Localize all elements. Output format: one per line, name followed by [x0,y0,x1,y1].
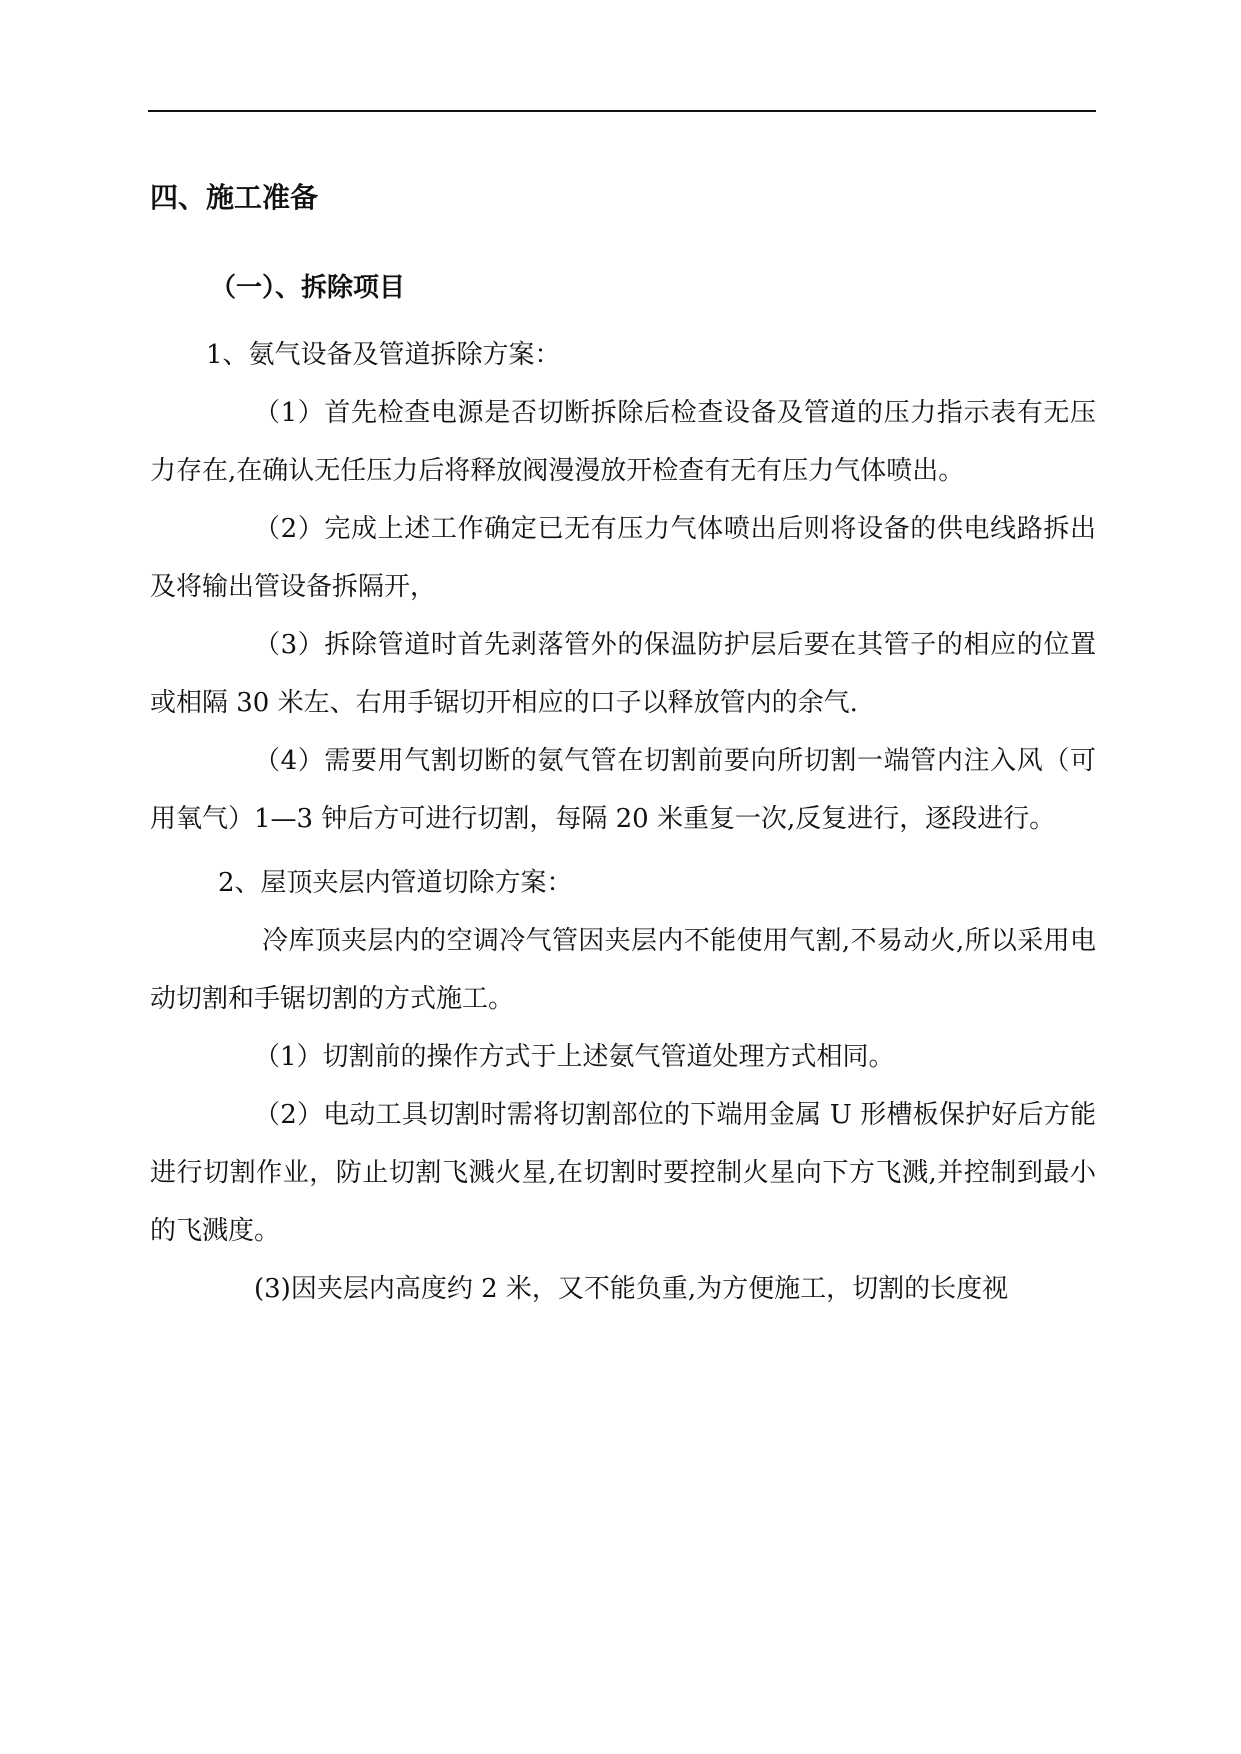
item-heading-roof: 2、屋顶夹层内管道切除方案： [218,868,573,898]
paragraph-roof-intro: 冷库顶夹层内的空调冷气管因夹层内不能使用气割,不易动火,所以采用电动切割和手锯切割的方式施工。 [150,926,1096,1014]
document-body [150,178,1096,1318]
item-heading-ammonia: 1、氨气设备及管道拆除方案： [206,340,561,370]
paragraph-step-3: （3）拆除管道时首先剥落管外的保温防护层后要在其管子的相应的位置或相隔 30 米左、右用手锯切开相应的口子以释放管内的余气. [150,630,1096,718]
paragraph-step-1: （1）首先检查电源是否切断拆除后检查设备及管道的压力指示表有无压力存在,在确认无任压力后将释放阀漫漫放开检查有无有压力气体喷出。 [150,398,1096,486]
paragraph-step-2: （2）完成上述工作确定已无有压力气体喷出后则将设备的供电线路拆出及将输出管设备拆隔开， [150,514,1096,602]
paragraph-step-4: （4）需要用气割切断的氨气管在切割前要向所切割一端管内注入风（可用氧气）1—3 钟后方可进行切割，每隔 20 米重复一次,反复进行，逐段进行。 [150,746,1096,834]
sub-heading: （一）、拆除项目 [210,273,406,303]
header-rule [148,110,1096,112]
paragraph-roof-step-3: (3)因夹层内高度约 2 米，又不能负重,为方便施工，切割的长度视 [254,1274,1009,1304]
section-heading: 四、施工准备 [150,181,319,214]
paragraph-roof-step-1: （1）切割前的操作方式于上述氨气管道处理方式相同。 [254,1042,895,1072]
paragraph-roof-step-2: （2）电动工具切割时需将切割部位的下端用金属 U 形槽板保护好后方能进行切割作业，防止切割飞溅火星,在切割时要控制火星向下方飞溅,并控制到最小的飞溅度。 [150,1100,1096,1246]
